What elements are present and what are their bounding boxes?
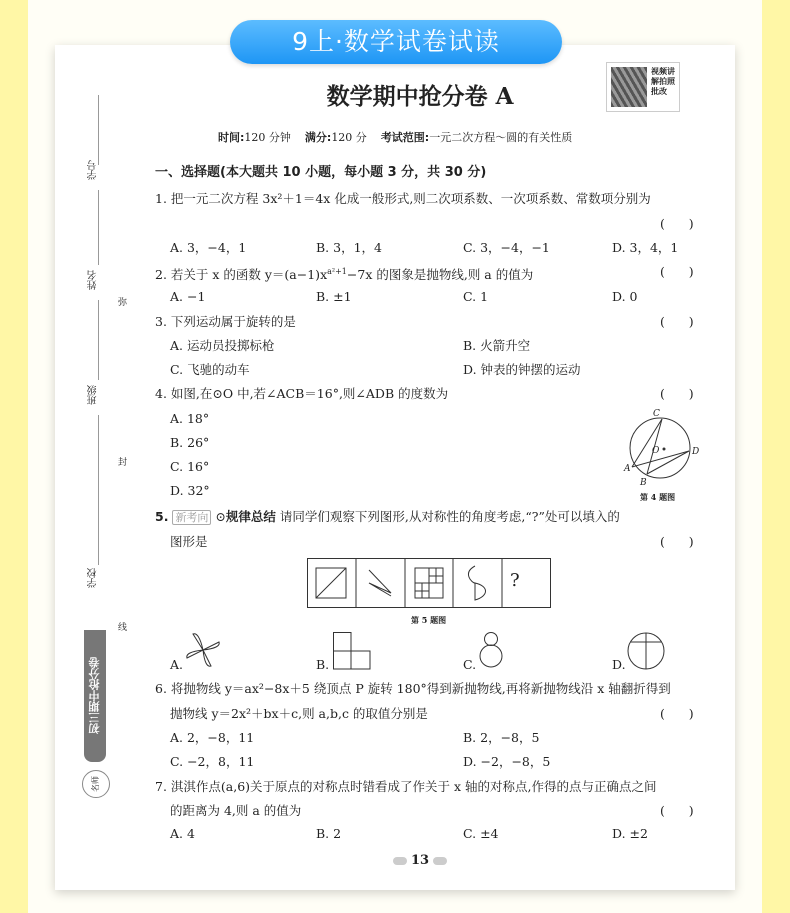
question-mark: ?: [510, 570, 520, 591]
point-a: A: [624, 464, 631, 474]
exam-info: [218, 130, 572, 146]
q6-text-line2: 抛物线 y＝2x²＋bx＋c,则 a,b,c 的取值分别是: [170, 706, 428, 721]
q3-option-a: A. 运动员投掷标枪: [170, 338, 275, 353]
q4-option-a: A. 18°: [170, 411, 210, 426]
q6-option-a: A. 2，−8，11: [170, 730, 255, 745]
q2-option-d: D. 0: [612, 289, 638, 304]
divider: [98, 415, 99, 565]
q7-option-c: C. ±4: [463, 826, 499, 841]
page-number: [380, 853, 460, 868]
point-d: D: [692, 447, 700, 457]
new-direction-badge: 新考向: [172, 510, 211, 525]
q6-option-d: D. −2，−8，5: [463, 754, 551, 769]
seal-feng: 封: [118, 458, 128, 468]
point-o: O: [652, 446, 660, 456]
qr-label: 视频讲解拍照批改: [651, 67, 675, 96]
q5-option-b: B.: [316, 657, 330, 672]
seal-xian: 线: [118, 623, 128, 633]
figure-5-caption: 第 5 题图: [411, 615, 447, 625]
answer-blank-2[interactable]: ( ): [660, 264, 694, 279]
range-value: 一元二次方程～圆的有关性质: [429, 131, 573, 144]
header-banner: 9上·数学试卷试读: [230, 20, 562, 64]
q3-option-d: D. 钟表的钟摆的运动: [463, 362, 581, 377]
answer-blank-3[interactable]: ( ): [660, 314, 694, 329]
circle-cross-figure: [627, 632, 667, 672]
page-number-text: 13: [410, 853, 430, 868]
divider: [98, 300, 99, 380]
answer-blank-6[interactable]: ( ): [660, 706, 694, 721]
q5-tag: 规律总结: [225, 509, 276, 524]
q5-text-line2: 图形是: [170, 534, 208, 549]
q4-option-b: B. 26°: [170, 435, 210, 450]
page-dot-left: [393, 857, 407, 865]
q3-option-b: B. 火箭升空: [463, 338, 531, 353]
brand-logo: 名师: [82, 770, 110, 798]
question-7: 7. 淇淇作点(a,6)关于原点的对称点时错看成了作关于 x 轴的对称点,作得的点与正确点之间: [155, 779, 657, 794]
q5-option-d: D.: [612, 657, 626, 672]
two-circles-figure: [478, 632, 508, 672]
page-dot-right: [433, 857, 447, 865]
q4-option-d: D. 32°: [170, 483, 210, 498]
time-label: 时间:: [218, 131, 245, 144]
q2-option-b: B. ±1: [316, 289, 352, 304]
chevron-icon: ⊙: [215, 509, 226, 524]
seal-mi: 弥: [118, 298, 128, 308]
q1-option-d: D. 3，4，1: [612, 240, 679, 255]
point-c: C: [653, 409, 660, 419]
q6-option-c: C. −2，8，11: [170, 754, 255, 769]
answer-blank-5[interactable]: ( ): [660, 534, 694, 549]
q3-option-c: C. 飞驰的动车: [170, 362, 250, 377]
score-value: 120 分: [331, 131, 367, 144]
q2-option-a: A. −1: [170, 289, 206, 304]
q2-exponent: a²+1: [327, 267, 347, 276]
question-3: 3. 下列运动属于旋转的是: [155, 314, 296, 329]
q2-option-c: C. 1: [463, 289, 489, 304]
range-label: 考试范围:: [380, 131, 430, 144]
answer-blank-7[interactable]: ( ): [660, 803, 694, 818]
qr-image: [611, 67, 647, 107]
field-name: 姓名: [88, 270, 99, 290]
q5-number: 5.: [155, 509, 169, 524]
q7-option-d: D. ±2: [612, 826, 648, 841]
question-4: 4. 如图,在⊙O 中,若∠ACB＝16°,则∠ADB 的度数为: [155, 386, 449, 401]
question-2: [155, 264, 533, 283]
q5-option-c: C.: [463, 657, 477, 672]
divider: [98, 190, 99, 265]
answer-blank-1[interactable]: ( ): [660, 216, 694, 231]
pinwheel-figure: [185, 632, 221, 668]
qr-code[interactable]: [606, 62, 680, 112]
series-tag: 初三期中抢分卷: [84, 630, 106, 762]
q5-text: 请同学们观察下列图形,从对称性的角度考虑,“?”处可以填入的: [279, 509, 620, 524]
score-label: 满分:: [304, 131, 332, 144]
q7-text-line2: 的距离为 4,则 a 的值为: [170, 803, 302, 818]
q7-option-b: B. 2: [316, 826, 342, 841]
field-school: 学校: [88, 568, 99, 588]
q2-text: 2. 若关于 x 的函数 y＝(a−1)x: [155, 267, 328, 283]
field-student-id: 学号: [88, 160, 99, 180]
q1-option-a: A. 3，−4，1: [170, 240, 247, 255]
q5-option-a: A.: [170, 657, 184, 672]
section-heading: 一、选择题(本大题共 10 小题，每小题 3 分，共 30 分): [155, 165, 487, 180]
q4-option-c: C. 16°: [170, 459, 210, 474]
answer-blank-4[interactable]: ( ): [660, 386, 694, 401]
q1-option-c: C. 3，−4，−1: [463, 240, 550, 255]
q7-option-a: A. 4: [170, 826, 195, 841]
point-b: B: [640, 478, 647, 488]
question-6: 6. 将抛物线 y＝ax²−8x＋5 绕顶点 P 旋转 180°得到新抛物线,再将新抛物线沿 x 轴翻折得到: [155, 681, 671, 696]
q6-option-b: B. 2，−8，5: [463, 730, 540, 745]
question-1: 1. 把一元二次方程 3x²＋1＝4x 化成一般形式,则二次项系数、一次项系数、常数项分别为: [155, 191, 651, 206]
field-class: 班级: [88, 385, 99, 405]
page-title: 数学期中抢分卷 A: [326, 83, 514, 110]
q1-option-b: B. 3，1，4: [316, 240, 382, 255]
figure-4-caption: 第 4 题图: [640, 492, 676, 502]
time-value: 120 分钟: [244, 131, 291, 144]
q2-text-end: −7x 的图象是抛物线,则 a 的值为: [346, 267, 534, 283]
divider: [98, 95, 99, 165]
question-5: [155, 509, 620, 525]
l-shape-figure: [333, 632, 371, 670]
